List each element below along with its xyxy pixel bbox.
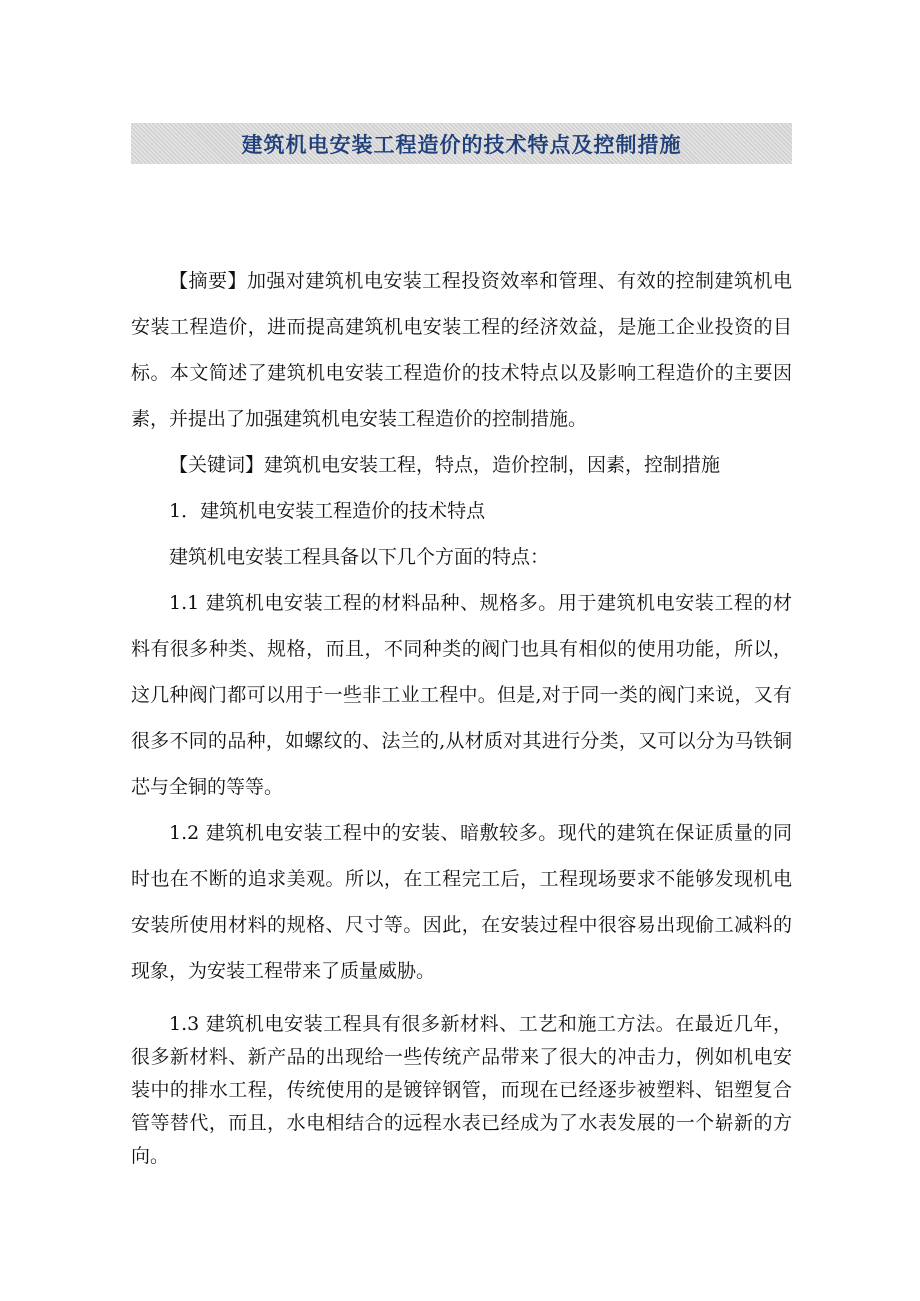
paragraph-1-3: 1.3 建筑机电安装工程具有很多新材料、工艺和施工方法。在最近几年，很多新材料、新产品的出现给一些传统产品带来了很大的冲击力，例如机电安装中的排水工程，传统使用的是镀锌钢管，而现在已经逐步被塑料、铝塑复合管等替代，而且，水电相结合的远程水表已经成为了水表发展的一个崭新的方向。 (131, 1013, 792, 1167)
keywords-label: 【关键词】 (169, 454, 265, 476)
section-heading: 1．建筑机电安装工程造价的技术特点 (169, 500, 486, 522)
keywords-text: 建筑机电安装工程，特点，造价控制，因素，控制措施 (264, 454, 721, 476)
document-title: 建筑机电安装工程造价的技术特点及控制措施 (241, 132, 682, 157)
abstract-paragraph (131, 258, 792, 442)
title-banner (131, 123, 792, 164)
abstract-text: 加强对建筑机电安装工程投资效率和管理、有效的控制建筑机电安装工程造价，进而提高建筑机电安装工程的经济效益，是施工企业投资的目标。本文简述了建筑机电安装工程造价的技术特点以及影响工程造价的主要因素，并提出了加强建筑机电安装工程造价的控制措施。 (131, 270, 792, 430)
keywords-paragraph (131, 442, 792, 488)
document-body (131, 258, 792, 1173)
paragraph-1-2: 1.2 建筑机电安装工程中的安装、暗敷较多。现代的建筑在保证质量的同时也在不断的追求美观。所以，在工程完工后，工程现场要求不能够发现机电安装所使用材料的规格、尺寸等。因此，在安装过程中很容易出现偷工减料的现象，为安装工程带来了质量威胁。 (131, 822, 792, 982)
abstract-label: 【摘要】 (169, 270, 247, 292)
section-intro: 建筑机电安装工程具备以下几个方面的特点： (169, 546, 550, 568)
paragraph-1-1: 1.1 建筑机电安装工程的材料品种、规格多。用于建筑机电安装工程的材料有很多种类、规格，而且，不同种类的阀门也具有相似的使用功能，所以，这几种阀门都可以用于一些非工业工程中。但是,对于同一类的阀门来说，又有很多不同的品种，如螺纹的、法兰的,从材质对其进行分类，又可以分为马铁铜芯与全铜的等等。 (131, 592, 792, 798)
